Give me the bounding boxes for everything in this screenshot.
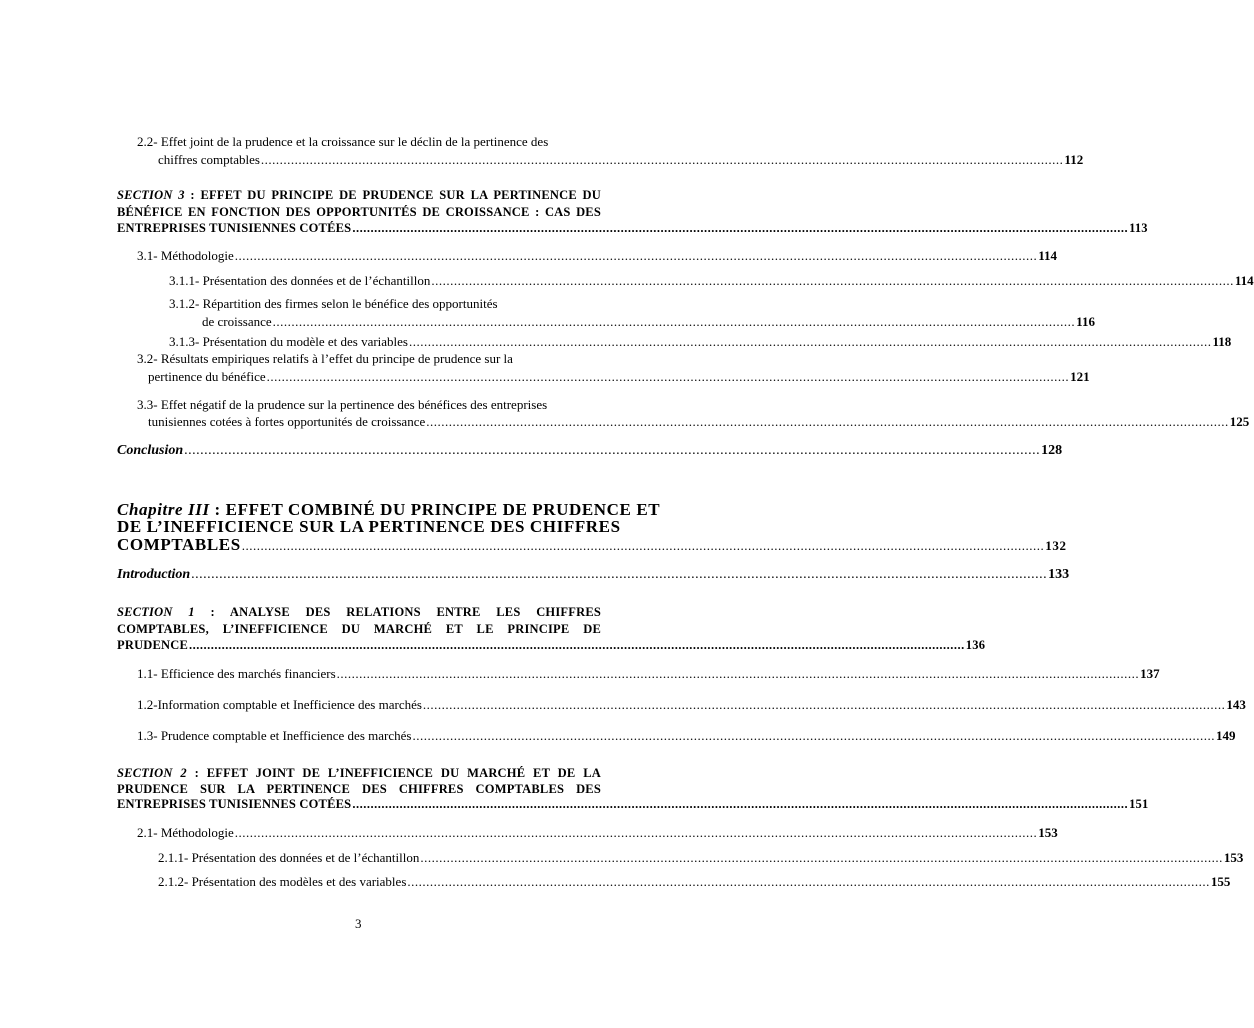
toc-entry-text: 3.3- Effet négatif de la prudence sur la pertinence des bénéfices des entreprises [137, 397, 548, 412]
section-title: : ANALYSE DES RELATIONS ENTRE LES CHIFFRES [194, 605, 602, 619]
dot-leader [189, 638, 965, 653]
toc-entry-text: chiffres comptables [158, 152, 260, 167]
toc-page-number: 137 [1140, 666, 1160, 681]
dot-leader [409, 334, 1212, 350]
dot-leader [352, 221, 1128, 236]
toc-entry-2-2-line1 [137, 134, 548, 150]
chapter-title: COMPTABLES [117, 535, 241, 554]
toc-entry-3-2-line1 [137, 351, 513, 367]
dot-leader [352, 797, 1128, 812]
dot-leader [235, 248, 1038, 264]
toc-conclusion [117, 443, 1063, 459]
chapter-label: Chapitre III [117, 500, 210, 519]
dot-leader [431, 273, 1234, 289]
section-title: ENTREPRISES TUNISIENNES COTÉES [117, 797, 352, 811]
toc-entry-text: 2.1.2- Présentation des modèles et des variables [158, 874, 407, 889]
toc-entry-3-1 [137, 248, 1058, 264]
toc-entry-3-1-2-line2 [202, 314, 1095, 330]
dot-leader [235, 825, 1038, 841]
section-1-heading-line1 [117, 605, 601, 620]
dot-leader [426, 414, 1229, 430]
toc-entry-1-3 [137, 728, 1236, 744]
toc-page-number: 136 [965, 638, 986, 652]
toc-entry-text: 3.2- Résultats empiriques relatifs à l’effet du principe de prudence sur la [137, 351, 513, 366]
page-number [355, 916, 362, 932]
toc-entry-2-1-1 [158, 850, 1244, 866]
dot-leader [267, 369, 1070, 385]
toc-entry-3-1-1 [169, 273, 1254, 289]
toc-entry-2-1 [137, 825, 1058, 841]
toc-entry-text: 3.1- Méthodologie [137, 248, 234, 263]
toc-entry-2-2-line2 [158, 152, 1084, 168]
toc-entry-text: 3.1.2- Répartition des firmes selon le bénéfice des opportunités [169, 296, 498, 311]
dot-leader [184, 443, 1040, 459]
toc-entry-text: pertinence du bénéfice [148, 369, 266, 384]
section-2-heading-line2 [117, 782, 601, 797]
toc-entry-text: 2.1.1- Présentation des données et de l’échantillon [158, 850, 420, 865]
toc-page-number: 133 [1048, 567, 1070, 582]
toc-page-number: 114 [1038, 248, 1058, 263]
toc-page-number: 125 [1229, 414, 1250, 429]
toc-entry-1-2 [137, 697, 1246, 713]
dot-leader [412, 728, 1215, 744]
toc-entry-3-3-line2 [148, 414, 1250, 430]
toc-page-number: 113 [1129, 221, 1148, 235]
section-label: SECTION 2 [117, 766, 187, 780]
section-title: PRUDENCE SUR LA PERTINENCE DES CHIFFRES COMPTABLES DES [117, 782, 601, 796]
section-label: SECTION 3 [117, 188, 185, 202]
toc-entry-text: tunisiennes cotées à fortes opportunités de croissance [148, 414, 426, 429]
dot-leader [420, 850, 1223, 866]
toc-entry-2-1-2 [158, 874, 1231, 890]
section-title: : EFFET JOINT DE L’INEFFICIENCE DU MARCHÉ ET DE LA [186, 766, 601, 780]
chapter-title: : EFFET COMBINÉ DU PRINCIPE DE PRUDENCE ET [209, 500, 661, 519]
toc-page-number: 132 [1045, 538, 1067, 553]
chapter-3-heading-line2 [117, 517, 621, 537]
toc-page-number: 112 [1064, 152, 1084, 167]
section-title: : EFFET DU PRINCIPE DE PRUDENCE SUR LA PERTINENCE DU [184, 188, 602, 202]
dot-leader [423, 697, 1226, 713]
toc-page-number: 114 [1234, 273, 1254, 288]
section-title: ENTREPRISES TUNISIENNES COTÉES [117, 221, 352, 235]
section-title: PRUDENCE [117, 638, 189, 652]
section-1-heading-line3 [117, 638, 986, 653]
toc-page-number: 153 [1223, 850, 1244, 865]
toc-entry-text: 3.1.1- Présentation des données et de l’échantillon [169, 273, 431, 288]
toc-entry-3-1-3 [169, 334, 1232, 350]
toc-entry-1-1 [137, 666, 1160, 682]
toc-entry-text: 3.1.3- Présentation du modèle et des variables [169, 334, 408, 349]
toc-entry-text: Introduction [117, 567, 191, 582]
chapter-title: DE L’INEFFICIENCE SUR LA PERTINENCE DES CHIFFRES [117, 517, 621, 536]
toc-entry-text: 1.1- Efficience des marchés financiers [137, 666, 336, 681]
toc-page-number: 155 [1210, 874, 1231, 889]
toc-page-number: 121 [1070, 369, 1090, 384]
toc-page-number: 153 [1038, 825, 1058, 840]
section-2-heading-line1 [117, 766, 601, 781]
toc-page-number: 149 [1215, 728, 1236, 743]
toc-entry-text: 2.2- Effet joint de la prudence et la croissance sur le déclin de la pertinence des [137, 134, 549, 149]
toc-entry-text: 1.3- Prudence comptable et Inefficience des marchés [137, 728, 412, 743]
dot-leader [273, 314, 1076, 330]
page-number-text: 3 [355, 916, 362, 931]
toc-page-number: 116 [1076, 314, 1095, 329]
section-1-heading-line2 [117, 622, 601, 637]
toc-page-number: 143 [1226, 697, 1246, 712]
dot-leader [407, 874, 1210, 890]
section-title: BÉNÉFICE EN FONCTION DES OPPORTUNITÉS DE CROISSANCE : CAS DES [117, 205, 601, 219]
toc-entry-3-2-line2 [148, 369, 1090, 385]
toc-entry-text: 2.1- Méthodologie [137, 825, 234, 840]
section-title: COMPTABLES, L’INEFFICIENCE DU MARCHÉ ET LE PRINCIPE DE [117, 622, 601, 636]
section-3-heading-line2 [117, 205, 601, 220]
toc-entry-3-3-line1 [137, 397, 547, 413]
chapter-3-heading-line3 [117, 535, 1067, 555]
section-3-heading-line1 [117, 188, 601, 203]
dot-leader [337, 666, 1140, 682]
dot-leader [261, 152, 1064, 168]
section-label: SECTION 1 [117, 605, 195, 619]
toc-page-number: 151 [1129, 797, 1149, 811]
dot-leader [242, 538, 1045, 554]
section-3-heading-line3 [117, 221, 1148, 236]
toc-entry-3-1-2-line1 [169, 296, 498, 312]
toc-page-number: 118 [1212, 334, 1232, 349]
dot-leader [191, 567, 1047, 583]
section-2-heading-line3 [117, 797, 1149, 812]
toc-introduction [117, 567, 1070, 583]
toc-page-number: 128 [1041, 443, 1063, 458]
toc-entry-text: de croissance [202, 314, 272, 329]
toc-entry-text: Conclusion [117, 443, 184, 458]
toc-entry-text: 1.2-Information comptable et Inefficience des marchés [137, 697, 422, 712]
